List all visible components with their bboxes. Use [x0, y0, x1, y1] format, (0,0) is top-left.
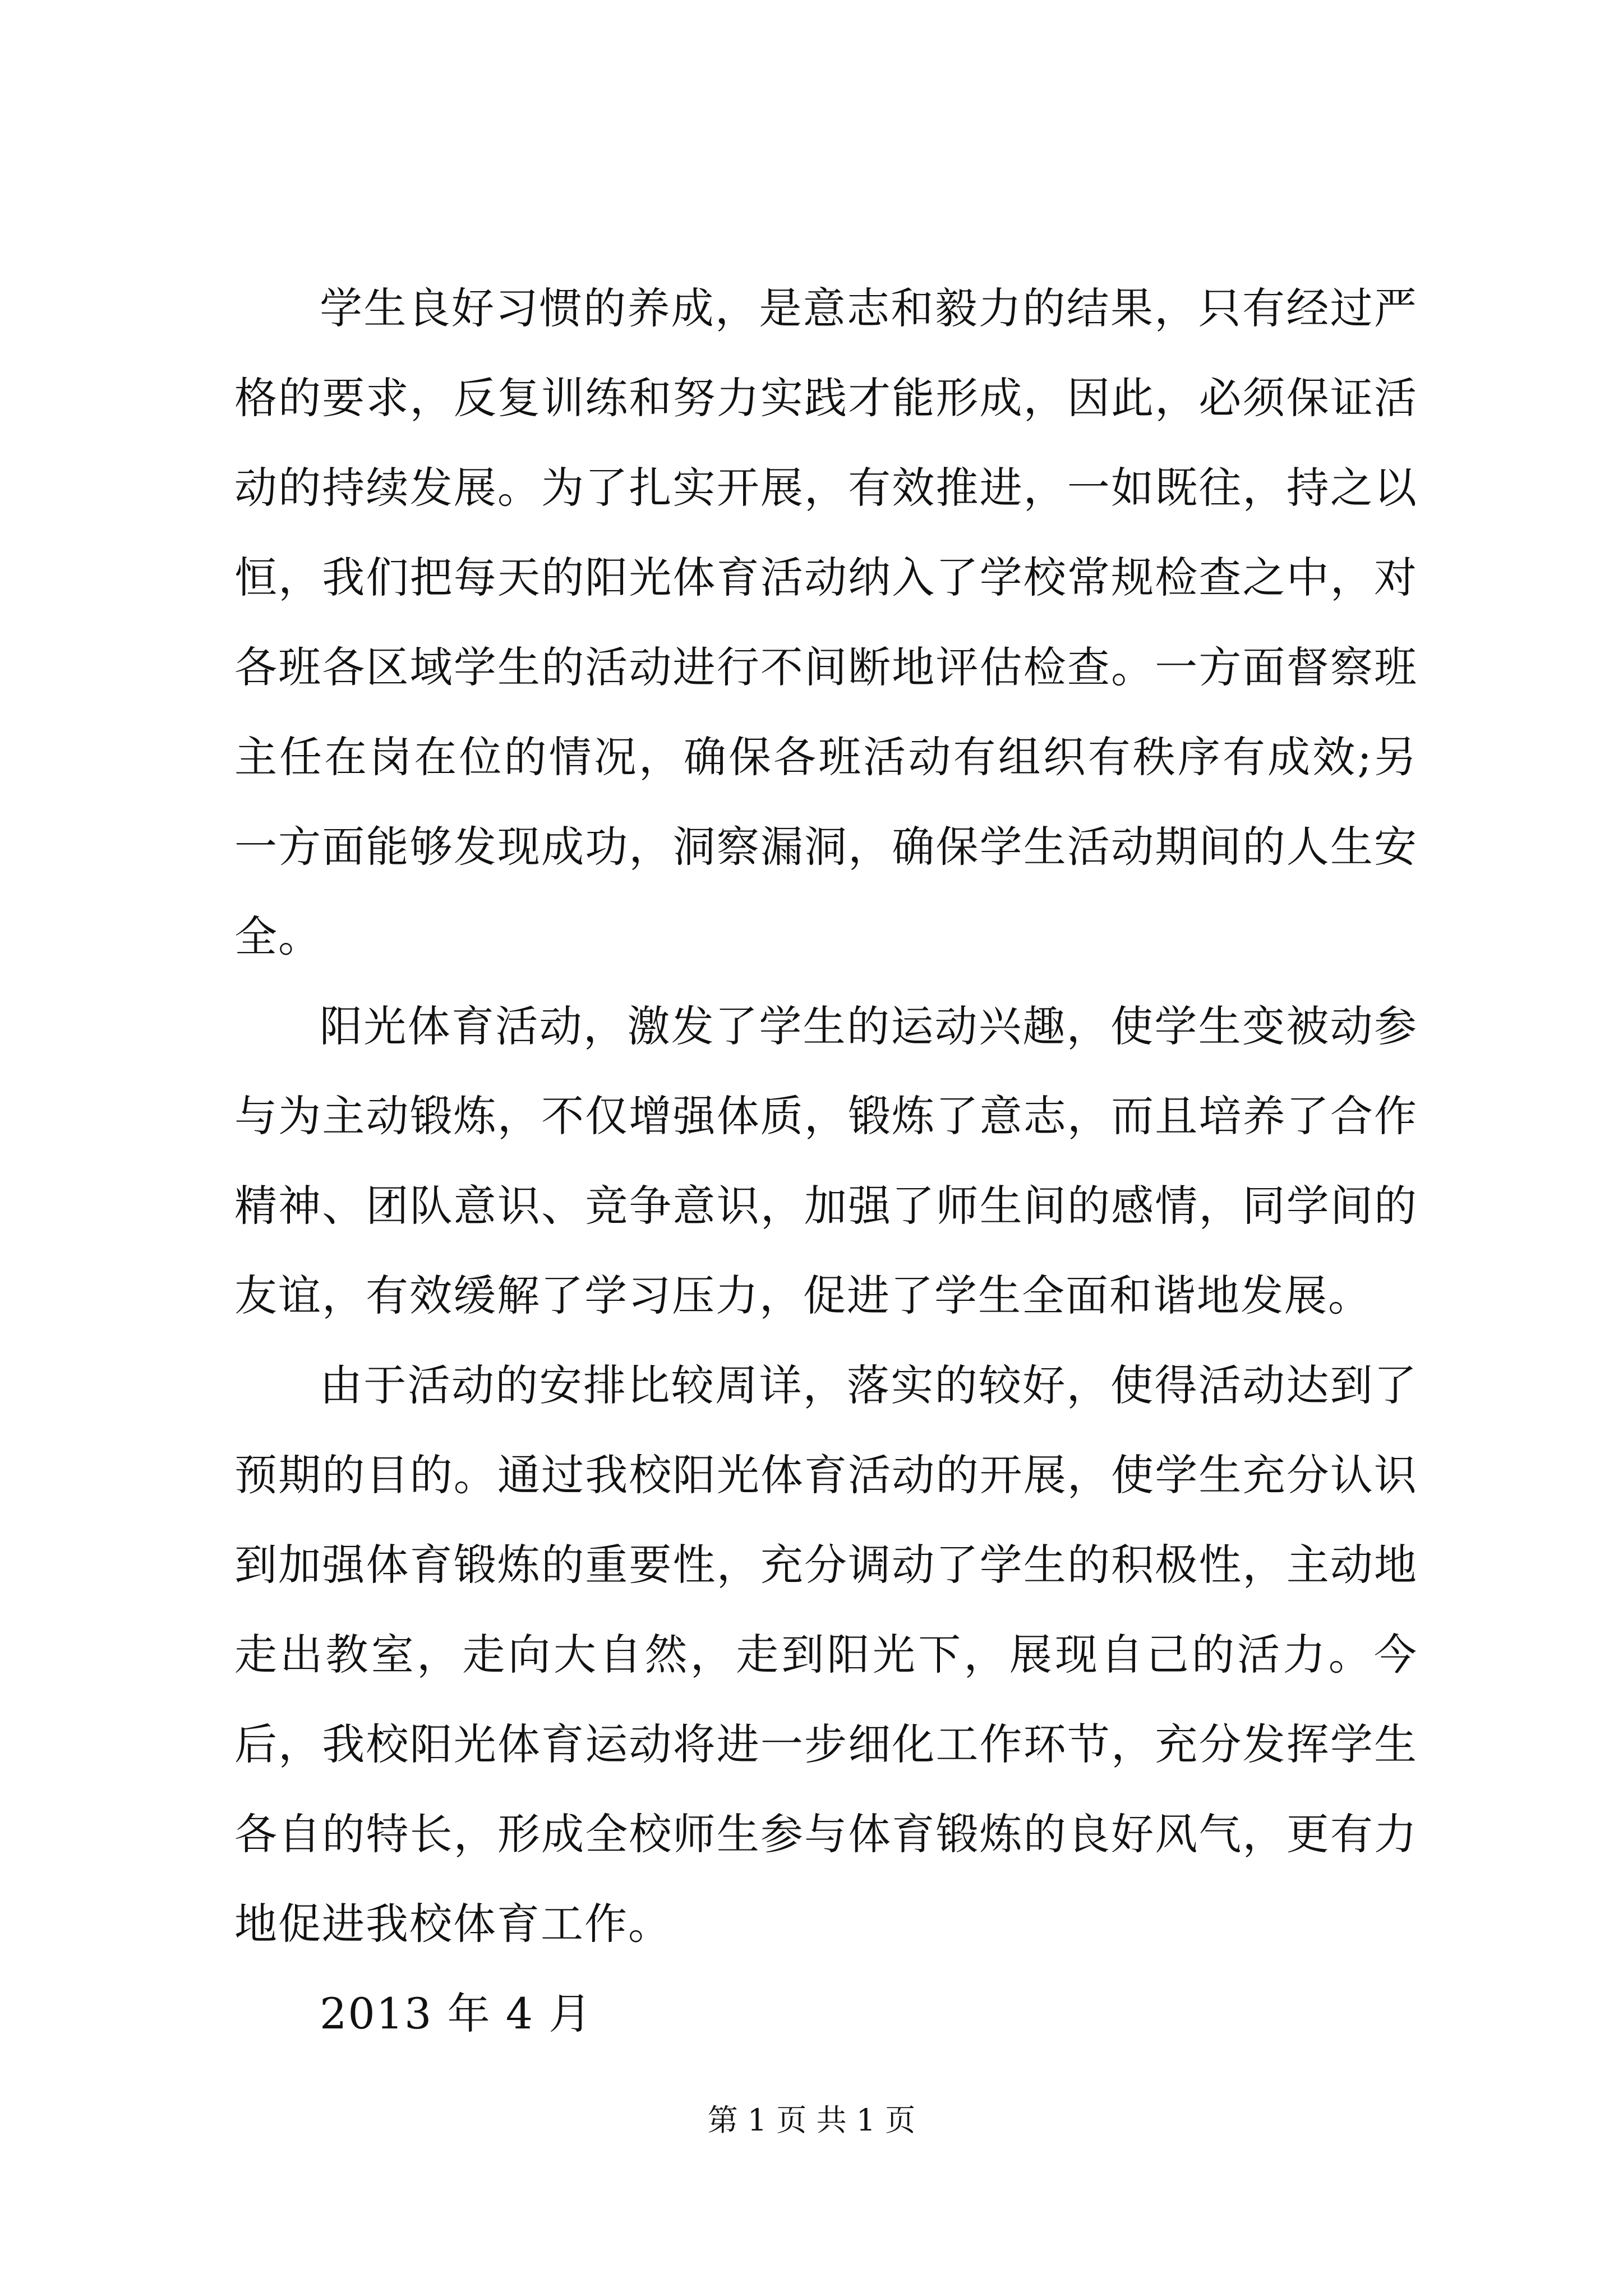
paragraph-2: 阳光体育活动，激发了学生的运动兴趣，使学生变被动参与为主动锻炼，不仅增强体质，锻炼了意志，而且培养了合作精神、团队意识、竞争意识，加强了师生间的感情，同学间的友谊，有效缓解了学习压力，促进了学生全面和谐地发展。 [234, 1001, 1418, 1320]
document-body [234, 264, 1418, 2059]
paragraph-3: 由于活动的安排比较周详，落实的较好，使得活动达到了预期的目的。通过我校阳光体育活动的开展，使学生充分认识到加强体育锻炼的重要性，充分调动了学生的积极性，主动地走出教室，走向大自然，走到阳光下，展现自己的活力。今后，我校阳光体育运动将进一步细化工作环节，充分发挥学生各自的特长，形成全校师生参与体育锻炼的良好风气，更有力地促进我校体育工作。 [234, 1360, 1418, 1949]
paragraph-1: 学生良好习惯的养成，是意志和毅力的结果，只有经过严格的要求，反复训练和努力实践才能形成，因此，必须保证活动的持续发展。为了扎实开展，有效推进，一如既往，持之以恒，我们把每天的阳光体育活动纳入了学校常规检查之中，对各班各区域学生的活动进行不间断地评估检查。一方面督察班主任在岗在位的情况，确保各班活动有组织有秩序有成效;另一方面能够发现成功，洞察漏洞，确保学生活动期间的人生安全。 [234, 283, 1418, 961]
page-footer: 第 1 页 共 1 页 [707, 2102, 916, 2138]
document-date: 2013 年 4 月 [320, 1989, 593, 2039]
